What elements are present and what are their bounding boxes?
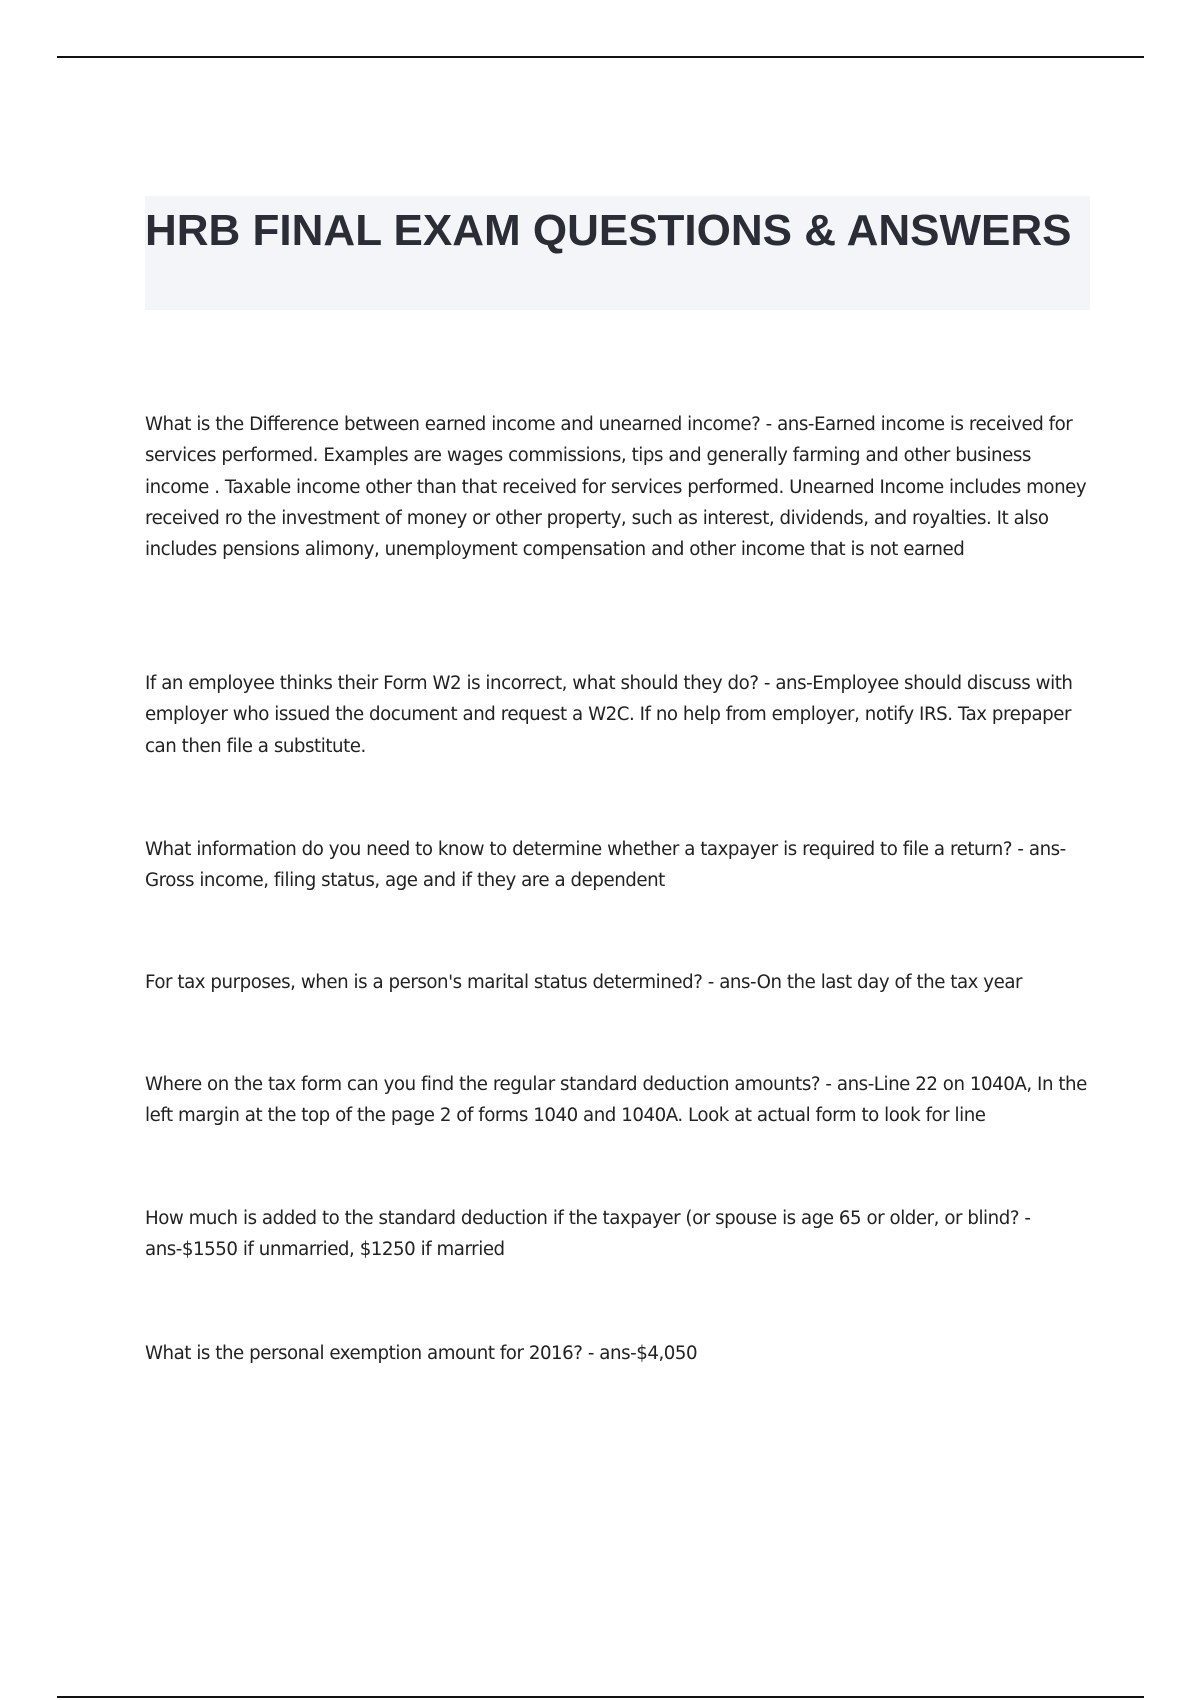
answer-5: ans-Line 22 on 1040A, In the left margin at the top of the page 2 of forms 1040 and 1040A. Look at actual form to look for line <box>145 1074 1093 1127</box>
answer-7: ans-$4,050 <box>599 1343 698 1364</box>
answer-3: ans-Gross income, filing status, age and if they are a dependent <box>145 839 1066 892</box>
qa-item-1 <box>145 409 1090 565</box>
title-banner <box>145 196 1090 310</box>
question-7: What is the personal exemption amount for 2016? - <box>145 1343 594 1364</box>
question-1: What is the Difference between earned income and unearned income? - <box>145 414 772 435</box>
answer-6: ans-$1550 if unmarried, $1250 if married <box>145 1239 505 1261</box>
top-rule <box>57 56 1144 58</box>
question-2: If an employee thinks their Form W2 is incorrect, what should they do? - <box>145 673 770 694</box>
answer-4: ans-On the last day of the tax year <box>719 972 1023 993</box>
page-title: HRB FINAL EXAM QUESTIONS & ANSWERS <box>145 206 1072 255</box>
answer-2: ans-Employee should discuss with employer who issued the document and request a W2C. If no help from employer, notify IRS. Tax prepaper can then file a substitute. <box>145 673 1078 757</box>
qa-item-2 <box>145 668 1090 762</box>
answer-1: ans-Earned income is received for services performed. Examples are wages commissions, tips and generally farming and other business income . Taxable income other than that received for services performed. Unearned Income includes money received ro the investment of money or other property, such as interest, dividends, and royalties. It also includes pensions alimony, unemployment compensation and other income that is not earned <box>145 414 1092 561</box>
bottom-rule <box>57 1696 1144 1698</box>
qa-item-4 <box>145 967 1090 998</box>
qa-item-7 <box>145 1338 1090 1369</box>
qa-item-6 <box>145 1203 1090 1266</box>
question-4: For tax purposes, when is a person's marital status determined? - <box>145 972 714 993</box>
qa-item-3 <box>145 834 1090 897</box>
question-6: How much is added to the standard deduction if the taxpayer (or spouse is age 65 or older, or blind? - <box>145 1208 1031 1229</box>
qa-item-5 <box>145 1069 1093 1132</box>
question-5: Where on the tax form can you find the regular standard deduction amounts? - <box>145 1074 832 1095</box>
question-3: What information do you need to know to determine whether a taxpayer is required to file a return? - <box>145 839 1024 860</box>
